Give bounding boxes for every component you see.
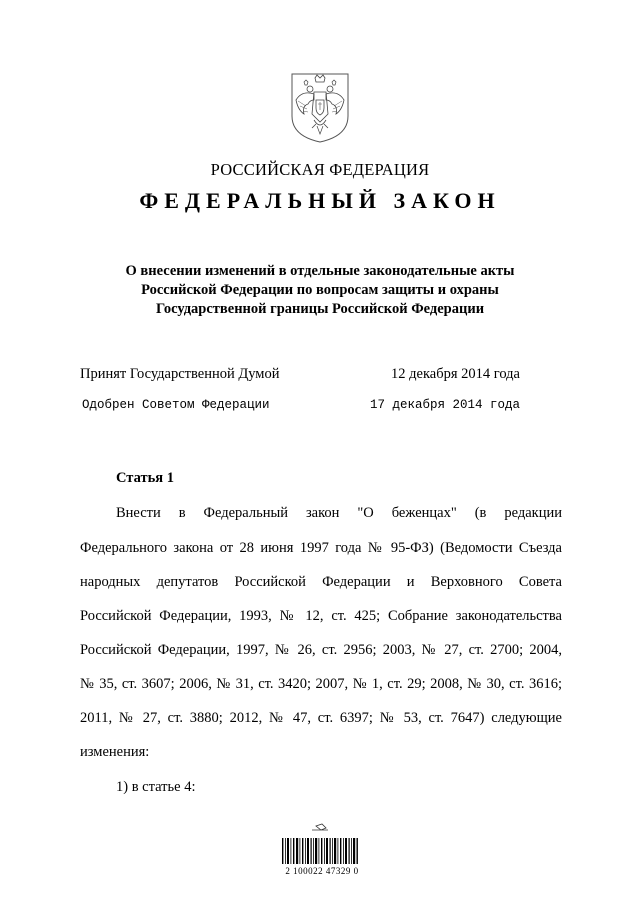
barcode-number: 2 100022 47329 0 xyxy=(285,866,359,876)
adopted-date: 12 декабря 2014 года xyxy=(391,366,520,382)
approved-label: Одобрен Советом Федерации xyxy=(82,398,270,412)
law-title xyxy=(80,262,560,319)
barcode-stamp xyxy=(276,822,366,900)
article-line: 2011, № 27, ст. 3880; 2012, № 47, ст. 6397; № 53, ст. 7647) следующие xyxy=(80,710,562,726)
article-line: народных депутатов Российской Федерации и Верховного Совета xyxy=(80,574,562,590)
law-title-line: О внесении изменений в отдельные законодательные акты xyxy=(125,263,515,279)
article-line: изменения: xyxy=(80,744,150,760)
article-heading: Статья 1 xyxy=(116,470,174,486)
document-type-heading: ФЕДЕРАЛЬНЫЙ ЗАКОН xyxy=(139,188,501,213)
barcode-icon xyxy=(282,838,358,864)
article-item: 1) в статье 4: xyxy=(116,779,196,795)
law-title-line: Российской Федерации по вопросам защиты и охраны xyxy=(141,282,499,298)
article-line: Федерального закона от 28 июня 1997 года № 95-ФЗ) (Ведомости Съезда xyxy=(80,540,562,556)
law-title-line: Государственной границы Российской Федерации xyxy=(155,301,485,317)
article-line: № 35, ст. 3607; 2006, № 31, ст. 3420; 2007, № 1, ст. 29; 2008, № 30, ст. 3616; xyxy=(80,676,562,692)
approved-date: 17 декабря 2014 года xyxy=(369,398,520,412)
article-line: Внести в Федеральный закон "О беженцах" (в редакции xyxy=(116,505,562,521)
article-line: Российской Федерации, 1997, № 26, ст. 2956; 2003, № 27, ст. 2700; 2004, xyxy=(80,642,562,658)
emblem-mark-icon xyxy=(312,824,328,830)
adopted-label: Принят Государственной Думой xyxy=(80,366,280,382)
coat-of-arms-emblem xyxy=(288,70,352,144)
article-line: Российской Федерации, 1993, № 12, ст. 425; Собрание законодательства xyxy=(80,608,562,624)
country-name: РОССИЙСКАЯ ФЕДЕРАЦИЯ xyxy=(210,160,430,179)
